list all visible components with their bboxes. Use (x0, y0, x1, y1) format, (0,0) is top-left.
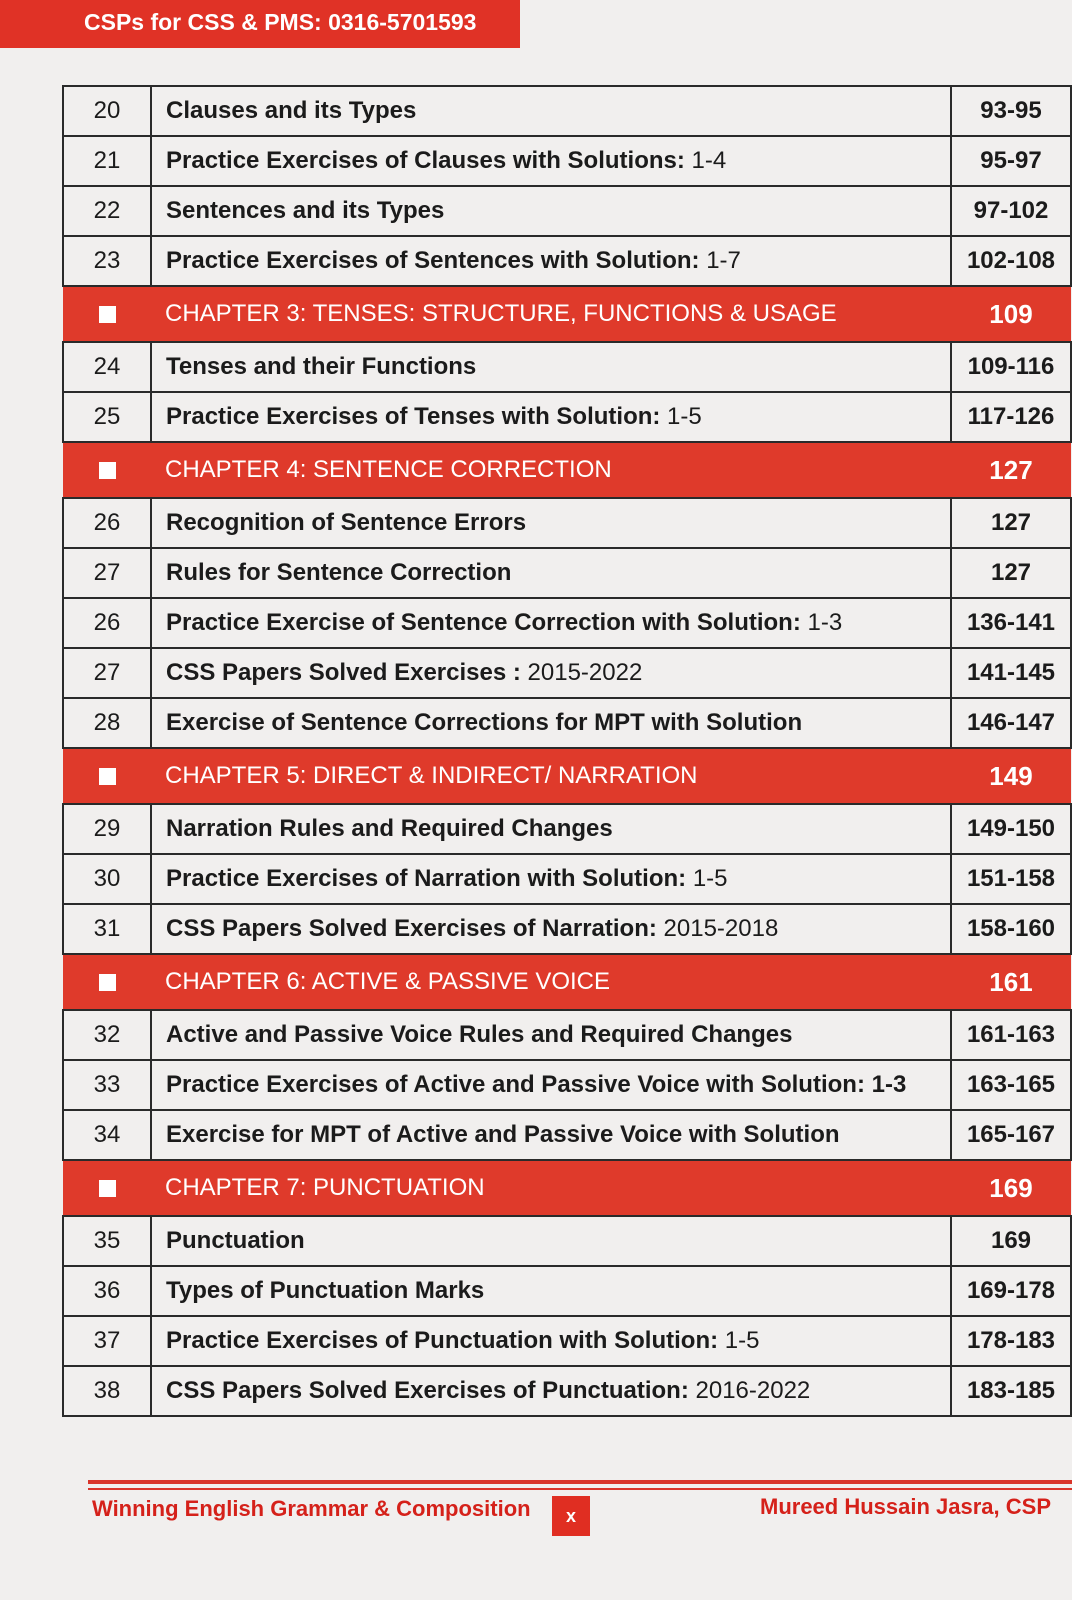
footer-author: Mureed Hussain Jasra, CSP (760, 1494, 1052, 1519)
entry-title: Sentences and its Types (166, 197, 445, 224)
entry-title: Practice Exercises of Sentences with Solution: (166, 247, 707, 274)
toc-entry-row (63, 804, 1071, 854)
entry-title-cell (151, 804, 951, 854)
entry-number: 31 (63, 904, 151, 954)
entry-title-range: 2015-2022 (527, 659, 643, 686)
entry-page: 95-97 (951, 136, 1071, 186)
toc-entry-row (63, 1266, 1071, 1316)
entry-number: 37 (63, 1316, 151, 1366)
entry-page: 149-150 (951, 804, 1071, 854)
footer-rule-thick (88, 1480, 1072, 1484)
footer-book-title: Winning English Grammar & Composition (92, 1496, 531, 1521)
entry-title-range: 1-5 (724, 1327, 760, 1354)
entry-title-cell (151, 854, 951, 904)
chapter-title: CHAPTER 4: SENTENCE CORRECTION (151, 442, 951, 498)
entry-title-cell (151, 1316, 951, 1366)
entry-title-cell (151, 1266, 951, 1316)
chapter-bullet-cell (63, 748, 151, 804)
entry-title-cell (151, 186, 951, 236)
entry-page: 169 (951, 1216, 1071, 1266)
entry-title-cell (151, 498, 951, 548)
entry-page: 127 (951, 498, 1071, 548)
square-bullet-icon (99, 1180, 116, 1197)
chapter-page: 169 (951, 1160, 1071, 1216)
entry-page: 141-145 (951, 648, 1071, 698)
entry-title-cell (151, 1366, 951, 1416)
entry-number: 36 (63, 1266, 151, 1316)
entry-number: 24 (63, 342, 151, 392)
square-bullet-icon (99, 306, 116, 323)
entry-title-cell (151, 598, 951, 648)
entry-title-cell (151, 136, 951, 186)
entry-page: 102-108 (951, 236, 1071, 286)
entry-page: 158-160 (951, 904, 1071, 954)
toc-entry-row (63, 1366, 1071, 1416)
toc-entry-row (63, 498, 1071, 548)
chapter-header-row (63, 748, 1071, 804)
entry-number: 28 (63, 698, 151, 748)
toc-entry-row (63, 598, 1071, 648)
entry-title-cell (151, 86, 951, 136)
header-banner (0, 0, 520, 48)
chapter-bullet-cell (63, 442, 151, 498)
entry-title-range: 1-7 (706, 247, 741, 274)
entry-title: Practice Exercises of Narration with Solution: (166, 865, 693, 892)
toc-entry-row (63, 186, 1071, 236)
entry-page: 146-147 (951, 698, 1071, 748)
entry-title-range: 1-4 (691, 147, 727, 174)
entry-number: 20 (63, 86, 151, 136)
toc-entry-row (63, 904, 1071, 954)
chapter-title: CHAPTER 5: DIRECT & INDIRECT/ NARRATION (151, 748, 951, 804)
toc-entry-row (63, 1060, 1071, 1110)
entry-title: Exercise for MPT of Active and Passive Voice with Solution (166, 1121, 840, 1148)
chapter-page: 149 (951, 748, 1071, 804)
entry-title-cell (151, 904, 951, 954)
entry-title-cell (151, 1216, 951, 1266)
toc-entry-row (63, 136, 1071, 186)
entry-title-cell (151, 1110, 951, 1160)
toc-entry-row (63, 342, 1071, 392)
toc-entry-row (63, 236, 1071, 286)
entry-title-cell (151, 236, 951, 286)
entry-number: 35 (63, 1216, 151, 1266)
entry-title: Clauses and its Types (166, 97, 417, 124)
toc-entry-row (63, 86, 1071, 136)
table-of-contents (62, 85, 1072, 1417)
entry-page: 178-183 (951, 1316, 1071, 1366)
chapter-header-row (63, 1160, 1071, 1216)
entry-title-range: 1-3 (807, 609, 843, 636)
entry-page: 136-141 (951, 598, 1071, 648)
toc-entry-row (63, 1316, 1071, 1366)
entry-number: 30 (63, 854, 151, 904)
entry-title-cell (151, 1060, 951, 1110)
entry-title-range: 1-5 (692, 865, 728, 892)
chapter-title: CHAPTER 6: ACTIVE & PASSIVE VOICE (151, 954, 951, 1010)
toc-entry-row (63, 1110, 1071, 1160)
entry-number: 26 (63, 598, 151, 648)
entry-page: 109-116 (951, 342, 1071, 392)
entry-page: 165-167 (951, 1110, 1071, 1160)
entry-title-cell (151, 342, 951, 392)
entry-title: Active and Passive Voice Rules and Required Changes (166, 1021, 793, 1048)
entry-page: 93-95 (951, 86, 1071, 136)
chapter-title: CHAPTER 7: PUNCTUATION (151, 1160, 951, 1216)
toc-entry-row (63, 548, 1071, 598)
entry-title: Practice Exercises of Active and Passive Voice with Solution: 1-3 (166, 1071, 907, 1098)
footer-page-number: x (552, 1496, 590, 1536)
entry-title: CSS Papers Solved Exercises of Narration: (166, 915, 664, 942)
toc-body (63, 86, 1071, 1416)
entry-title-cell (151, 1010, 951, 1060)
entry-title: Recognition of Sentence Errors (166, 509, 527, 536)
toc-entry-row (63, 698, 1071, 748)
footer-rule-thin (88, 1488, 1072, 1490)
entry-title: Practice Exercises of Tenses with Solution: (166, 403, 668, 430)
entry-number: 38 (63, 1366, 151, 1416)
entry-number: 22 (63, 186, 151, 236)
entry-page: 169-178 (951, 1266, 1071, 1316)
entry-title: Practice Exercise of Sentence Correction with Solution: (166, 609, 808, 636)
chapter-title: CHAPTER 3: TENSES: STRUCTURE, FUNCTIONS & USAGE (151, 286, 951, 342)
entry-title: CSS Papers Solved Exercises of Punctuation: (166, 1377, 696, 1404)
chapter-page: 127 (951, 442, 1071, 498)
entry-number: 23 (63, 236, 151, 286)
entry-number: 29 (63, 804, 151, 854)
entry-title: Practice Exercises of Clauses with Solutions: (166, 147, 692, 174)
entry-number: 33 (63, 1060, 151, 1110)
entry-number: 27 (63, 548, 151, 598)
chapter-page: 109 (951, 286, 1071, 342)
chapter-header-row (63, 286, 1071, 342)
entry-number: 32 (63, 1010, 151, 1060)
entry-page: 97-102 (951, 186, 1071, 236)
entry-page: 127 (951, 548, 1071, 598)
entry-title: Exercise of Sentence Corrections for MPT with Solution (166, 709, 803, 736)
entry-title: CSS Papers Solved Exercises : (166, 659, 528, 686)
square-bullet-icon (99, 462, 116, 479)
entry-title-range: 2015-2018 (663, 915, 779, 942)
entry-title-range: 1-5 (667, 403, 702, 430)
entry-page: 163-165 (951, 1060, 1071, 1110)
chapter-header-row (63, 954, 1071, 1010)
toc-entry-row (63, 1216, 1071, 1266)
entry-title-range: 2016-2022 (695, 1377, 811, 1404)
entry-title: Types of Punctuation Marks (166, 1277, 485, 1304)
toc-entry-row (63, 392, 1071, 442)
entry-number: 34 (63, 1110, 151, 1160)
entry-title-cell (151, 548, 951, 598)
entry-page: 117-126 (951, 392, 1071, 442)
entry-title: Rules for Sentence Correction (166, 559, 512, 586)
entry-number: 26 (63, 498, 151, 548)
square-bullet-icon (99, 974, 116, 991)
square-bullet-icon (99, 768, 116, 785)
entry-number: 25 (63, 392, 151, 442)
chapter-bullet-cell (63, 954, 151, 1010)
entry-page: 151-158 (951, 854, 1071, 904)
entry-title: Practice Exercises of Punctuation with Solution: (166, 1327, 725, 1354)
toc-entry-row (63, 1010, 1071, 1060)
chapter-header-row (63, 442, 1071, 498)
chapter-page: 161 (951, 954, 1071, 1010)
entry-title: Tenses and their Functions (166, 353, 477, 380)
entry-number: 21 (63, 136, 151, 186)
entry-title-cell (151, 648, 951, 698)
entry-number: 27 (63, 648, 151, 698)
toc-entry-row (63, 854, 1071, 904)
chapter-bullet-cell (63, 1160, 151, 1216)
entry-page: 183-185 (951, 1366, 1071, 1416)
entry-title-cell (151, 392, 951, 442)
chapter-bullet-cell (63, 286, 151, 342)
toc-entry-row (63, 648, 1071, 698)
entry-title: Narration Rules and Required Changes (166, 815, 613, 842)
entry-title-cell (151, 698, 951, 748)
header-banner-text: CSPs for CSS & PMS: 0316-5701593 (84, 9, 477, 35)
entry-title: Punctuation (166, 1227, 305, 1254)
entry-page: 161-163 (951, 1010, 1071, 1060)
